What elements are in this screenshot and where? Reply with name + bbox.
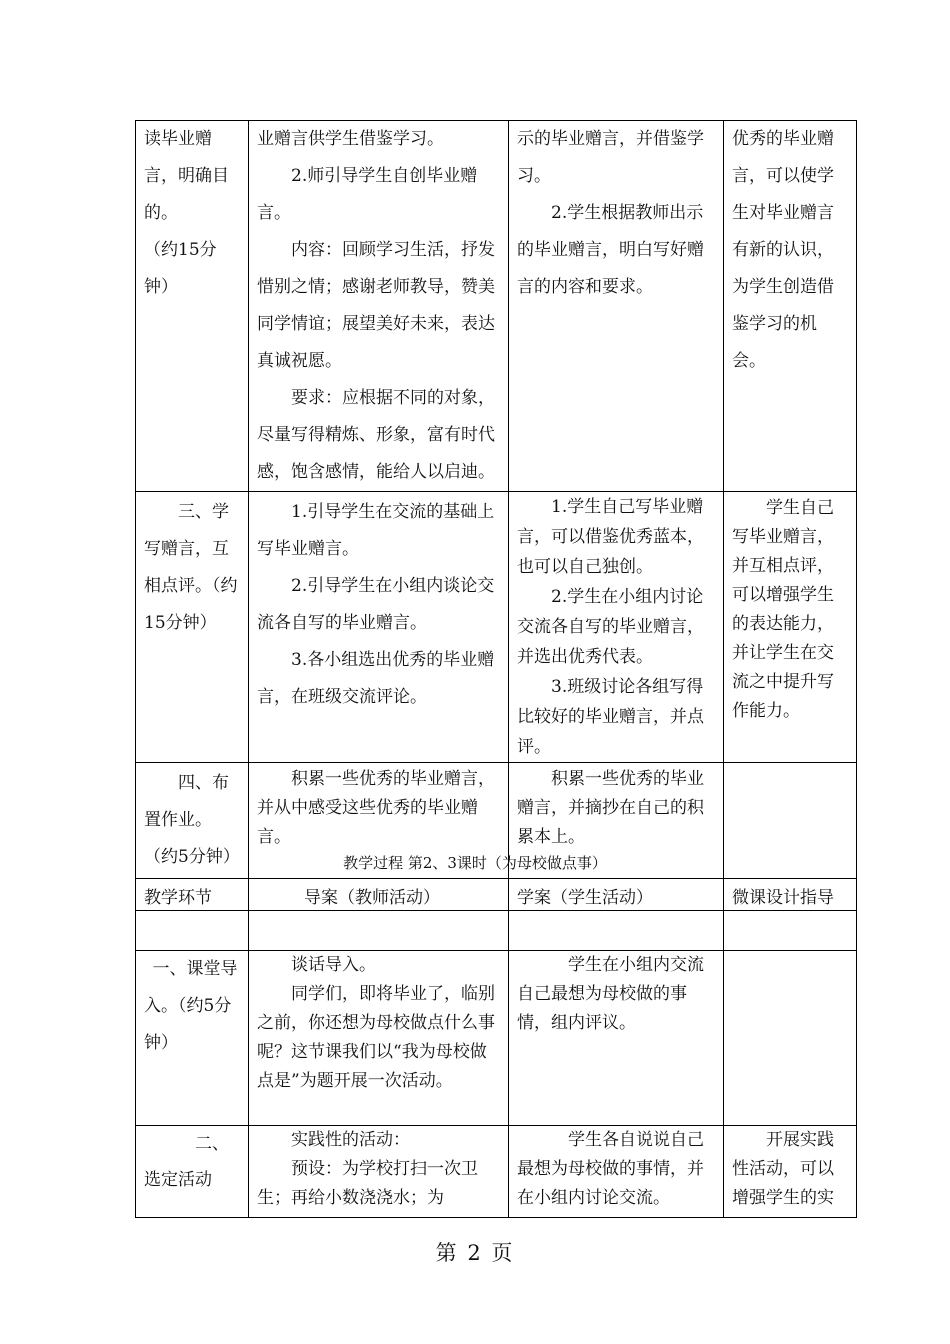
student-activity-cell: [509, 951, 724, 1126]
teacher-activity-cell: [249, 492, 509, 763]
teacher-text: 业赠言供学生借鉴学习。: [257, 129, 444, 149]
student-text: 1.学生自己写毕业赠言，可以借鉴优秀蓝本，也可以自己独创。: [517, 497, 704, 577]
student-activity-cell: [509, 492, 724, 763]
section-caption: 教学过程 第2、3课时（为母校做点事）: [343, 854, 607, 872]
stage-text: 二、: [195, 1134, 229, 1154]
student-text: 示的毕业赠言，并借鉴学习。: [517, 129, 704, 186]
header-stage: 教学环节: [136, 879, 249, 951]
student-text: 2.学生在小组内讨论交流各自写的毕业赠言，并选出优秀代表。: [517, 587, 704, 667]
design-guide-cell: [724, 951, 857, 1126]
student-text: 积累一些优秀的毕业赠言，并摘抄在自己的积累本上。: [517, 769, 704, 847]
teacher-text: 实践性的活动：: [291, 1130, 410, 1150]
design-guide-cell: [724, 492, 857, 763]
student-text: 学生各自说说自己最想为母校做的事情，并在小组内讨论交流。: [517, 1130, 704, 1208]
header-student: 学案（学生活动）: [509, 879, 724, 951]
student-text: 2.学生根据教师出示的毕业赠言，明白写好赠言的内容和要求。: [517, 203, 704, 297]
page-number: 第 2 页: [435, 1241, 515, 1265]
teacher-text: 预设：为学校打扫一次卫生；再给小数浇浇水；为: [257, 1159, 478, 1208]
stage-text: 读毕业赠言，明确目的。: [144, 129, 229, 223]
student-text: 3.班级讨论各组写得比较好的毕业赠言，并点评。: [517, 677, 704, 757]
student-activity-cell: [509, 1126, 724, 1218]
teacher-text: 谈话导入。: [291, 955, 376, 975]
teacher-activity-cell: [249, 1126, 509, 1218]
header-design: 微课设计指导: [724, 879, 857, 951]
teacher-activity-cell: [249, 951, 509, 1126]
table-row: [136, 951, 857, 1126]
teacher-activity-cell: [249, 121, 509, 492]
design-guide-cell: [724, 1126, 857, 1218]
teacher-text: 2.引导学生在小组内谈论交流各自写的毕业赠言。: [257, 576, 495, 633]
design-guide-cell: [724, 121, 857, 492]
teacher-text: 2.师引导学生自创毕业赠言。: [257, 166, 478, 223]
stage-duration: （约15分钟）: [144, 240, 217, 297]
stage-cell: [136, 1126, 249, 1218]
teacher-text: 1.引导学生在交流的基础上写毕业赠言。: [257, 502, 495, 559]
teacher-text: 3.各小组选出优秀的毕业赠言，在班级交流评论。: [257, 650, 495, 707]
design-text: 开展实践性活动，可以增强学生的实: [732, 1130, 834, 1208]
stage-duration: （约5分钟）: [144, 847, 240, 867]
teacher-text: 要求：应根据不同的对象，尽量写得精炼、形象，富有时代感，饱含感情，能给人以启迪。: [257, 388, 495, 482]
stage-text: 选定活动: [144, 1170, 212, 1190]
teacher-text: 同学们，即将毕业了，临别之前，你还想为母校做点什么事呢？这节课我们以“我为母校做点是”为题开展一次活动。: [257, 984, 495, 1091]
lesson-table-part1: [135, 120, 857, 911]
stage-cell: [136, 492, 249, 763]
stage-text: 三、学写赠言，互相点评。（约15分钟）: [144, 502, 238, 633]
teacher-text: 积累一些优秀的毕业赠言，并从中感受这些优秀的毕业赠言。: [257, 769, 495, 847]
stage-cell: [136, 951, 249, 1126]
design-text: 优秀的毕业赠言，可以使学生对毕业赠言有新的认识，为学生创造借鉴学习的机会。: [732, 129, 834, 371]
table-row: [136, 492, 857, 763]
student-text: 学生在小组内交流自己最想为母校做的事情，组内评议。: [517, 955, 704, 1033]
student-activity-cell: [509, 121, 724, 492]
table-row: [136, 121, 857, 492]
teacher-text: 内容：回顾学习生活，抒发惜别之情；感谢老师教导，赞美同学情谊；展望美好未来，表达真诚祝愿。: [257, 240, 495, 371]
table-header-row: [136, 879, 857, 951]
header-teacher: 导案（教师活动）: [249, 879, 509, 951]
table-row: [136, 1126, 857, 1218]
stage-text: 四、布置作业。: [144, 773, 229, 830]
design-text: 学生自己写毕业赠言，并互相点评，可以增强学生的表达能力，并让学生在交流之中提升写作能力。: [732, 498, 834, 721]
stage-cell: [136, 121, 249, 492]
lesson-table-part2: [135, 878, 857, 1218]
stage-text: 一、课堂导入。（约5分钟）: [144, 959, 238, 1053]
